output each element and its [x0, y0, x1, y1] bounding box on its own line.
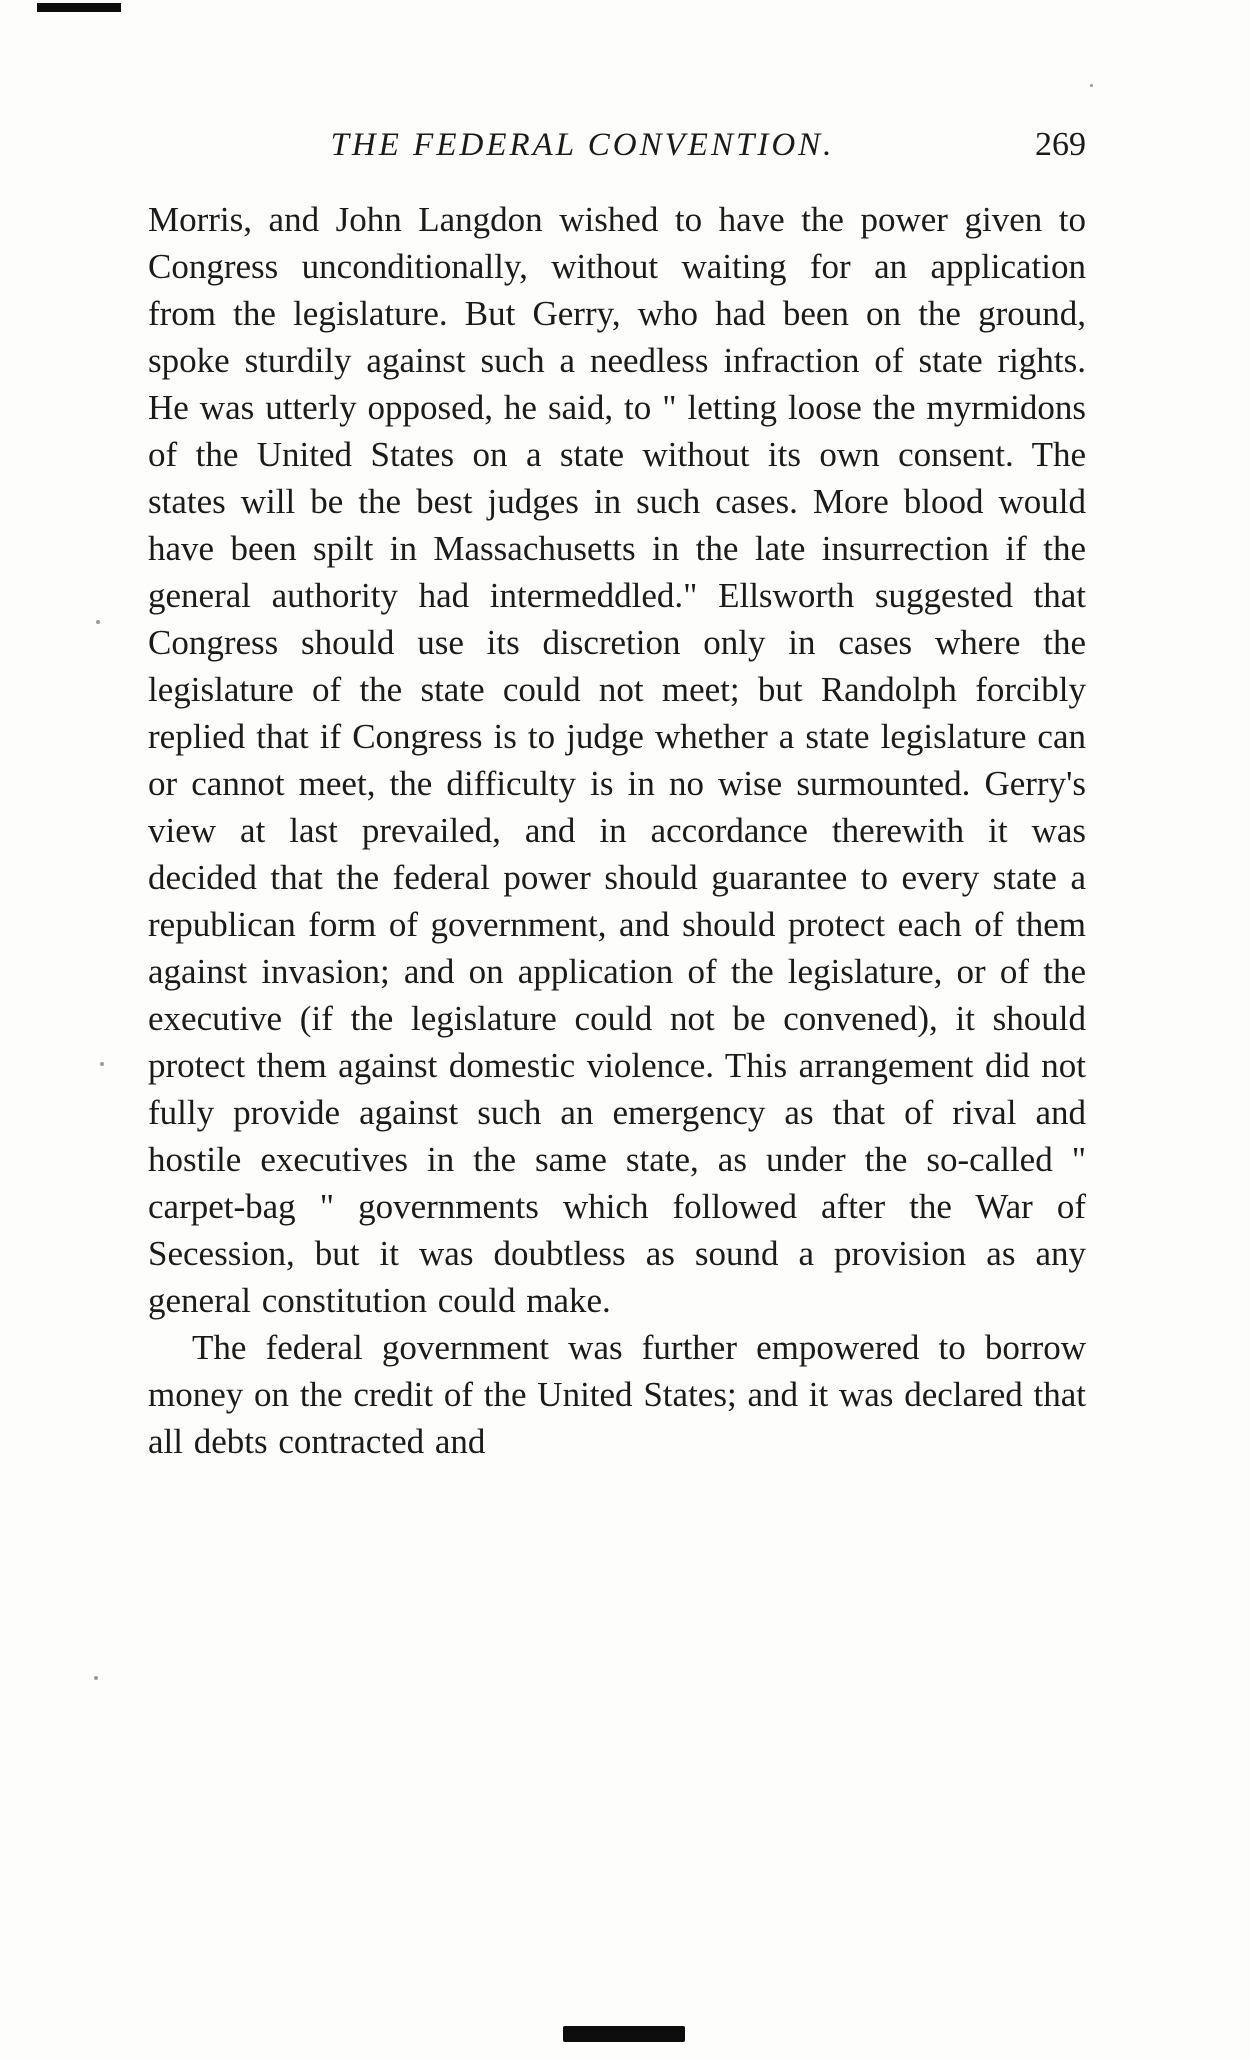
- page-number: 269: [1035, 126, 1086, 163]
- running-title: THE FEDERAL CONVENTION.: [330, 127, 835, 163]
- paragraph: The federal government was further empowered to borrow money on the credit of the United States; and it was declared that all debts contracted and: [148, 1328, 1086, 1461]
- scan-artifact-top-left: [37, 3, 121, 12]
- page-body: [148, 196, 1086, 1465]
- scan-speck: [96, 620, 100, 624]
- scan-artifact-bottom: [563, 2026, 685, 2042]
- scan-speck: [100, 1062, 104, 1066]
- paragraph: Morris, and John Langdon wished to have the power given to Congress unconditionally, without waiting for an application from the legislature. But Gerry, who had been on the ground, spoke sturdily against such a needless infraction of state rights. He was utterly opposed, he said, to " letting loose the myrmidons of the United States on a state without its own consent. The states will be the best judges in such cases. More blood would have been spilt in Massachusetts in the late insurrection if the general authority had intermeddled." Ellsworth suggested that Congress should use its discretion only in cases where the legislature of the state could not meet; but Randolph forcibly replied that if Congress is to judge whether a state legislature can or cannot meet, the difficulty is in no wise surmounted. Gerry's view at last prevailed, and in accordance therewith it was decided that the federal power should guarantee to every state a republican form of government, and should protect each of them against invasion; and on application of the legislature, or of the executive (if the legislature could not be convened), it should protect them against domestic violence. This arrangement did not fully provide against such an emergency as that of rival and hostile executives in the same state, as under the so-called " carpet-bag " governments which followed after the War of Secession, but it was doubtless as sound a provision as any general constitution could make.: [148, 200, 1086, 1320]
- scan-speck: [94, 1676, 98, 1680]
- page-header: [148, 126, 1086, 164]
- scan-speck: [1090, 84, 1093, 87]
